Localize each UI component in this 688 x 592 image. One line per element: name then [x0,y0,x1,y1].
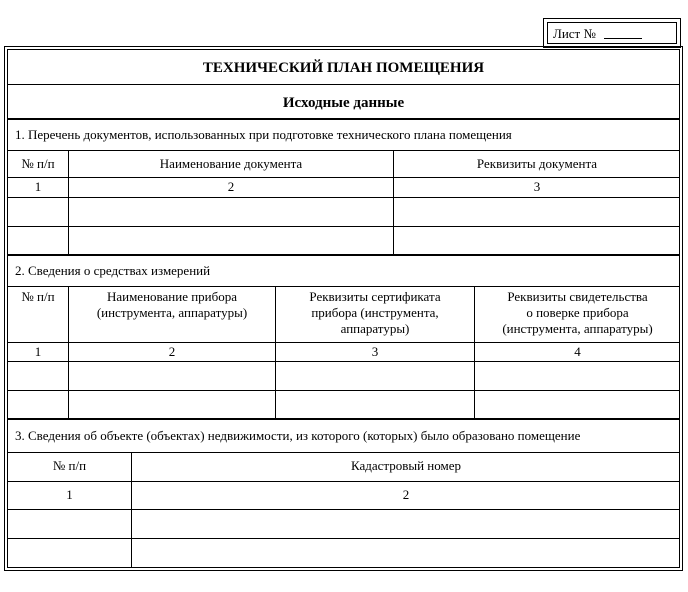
section2-number-3: 3 [371,344,379,359]
section2-col-certificate [276,289,474,337]
section2-col-number-line: № п/п [21,289,55,304]
section2-end-divider [8,418,680,420]
section3-row-divider [8,538,680,539]
section3-heading-divider [8,452,680,453]
section1-row-divider [8,197,680,198]
section3-col-cadastral-number: Кадастровый номер [350,458,462,473]
section1-end-divider [8,254,680,256]
section1-col-document-name: Наименование документа [159,156,303,171]
section2-col-verification [475,289,680,337]
section3-number-2: 2 [402,487,410,502]
section2-number-2: 2 [168,344,176,359]
section2-heading-divider [8,286,680,287]
section2-number-4: 4 [574,344,581,359]
section2-col-instrument-name-line: (инструмента, аппаратуры) [96,305,248,320]
section1-header-divider [8,177,680,178]
section1-number-2: 2 [227,179,235,194]
section2-heading: 2. Сведения о средствах измерений [15,263,211,278]
section1-col-document-details: Реквизиты документа [476,156,598,171]
sheet-number-field[interactable] [604,26,642,39]
section2-col-number [8,289,68,305]
section3-row-divider [8,509,680,510]
section2-col-verification-line: о поверке прибора [526,305,629,320]
sheet-number-box [543,18,681,48]
section1-col-number: № п/п [21,156,55,171]
title-divider [8,84,680,85]
section3-header-divider [8,481,680,482]
section2-row-divider [8,390,680,391]
section3-col-number: № п/п [52,458,87,473]
section2-col-certificate-line: Реквизиты сертификата [309,289,441,304]
section2-col-certificate-line: аппаратуры) [340,321,410,336]
section1-row-divider [8,226,680,227]
sheet-number-inner [547,22,677,44]
section2-col-verification-line: (инструмента, аппаратуры) [502,321,653,336]
section1-number-3: 3 [533,179,541,194]
section2-col-instrument-name-line: Наименование прибора [106,289,238,304]
section1-heading-divider [8,150,680,151]
section1-number-1: 1 [34,179,42,194]
section2-header-divider [8,342,680,343]
sheet-number-label: Лист № [553,26,596,41]
page-subtitle: Исходные данные [282,95,405,111]
section2-number-1: 1 [34,344,42,359]
section1-heading: 1. Перечень документов, использованных при подготовке технического плана помещения [15,127,512,142]
section2-col-verification-line: Реквизиты свидетельства [507,289,648,304]
page-title: ТЕХНИЧЕСКИЙ ПЛАН ПОМЕЩЕНИЯ [202,60,485,76]
subtitle-divider [8,118,680,120]
section3-number-1: 1 [66,487,73,502]
section2-row-divider [8,361,680,362]
section2-col-certificate-line: прибора (инструмента, [311,305,439,320]
section2-col-instrument-name [69,289,275,321]
section3-heading: 3. Сведения об объекте (объектах) недвижимости, из которого (которых) было образовано помещение [15,428,581,443]
